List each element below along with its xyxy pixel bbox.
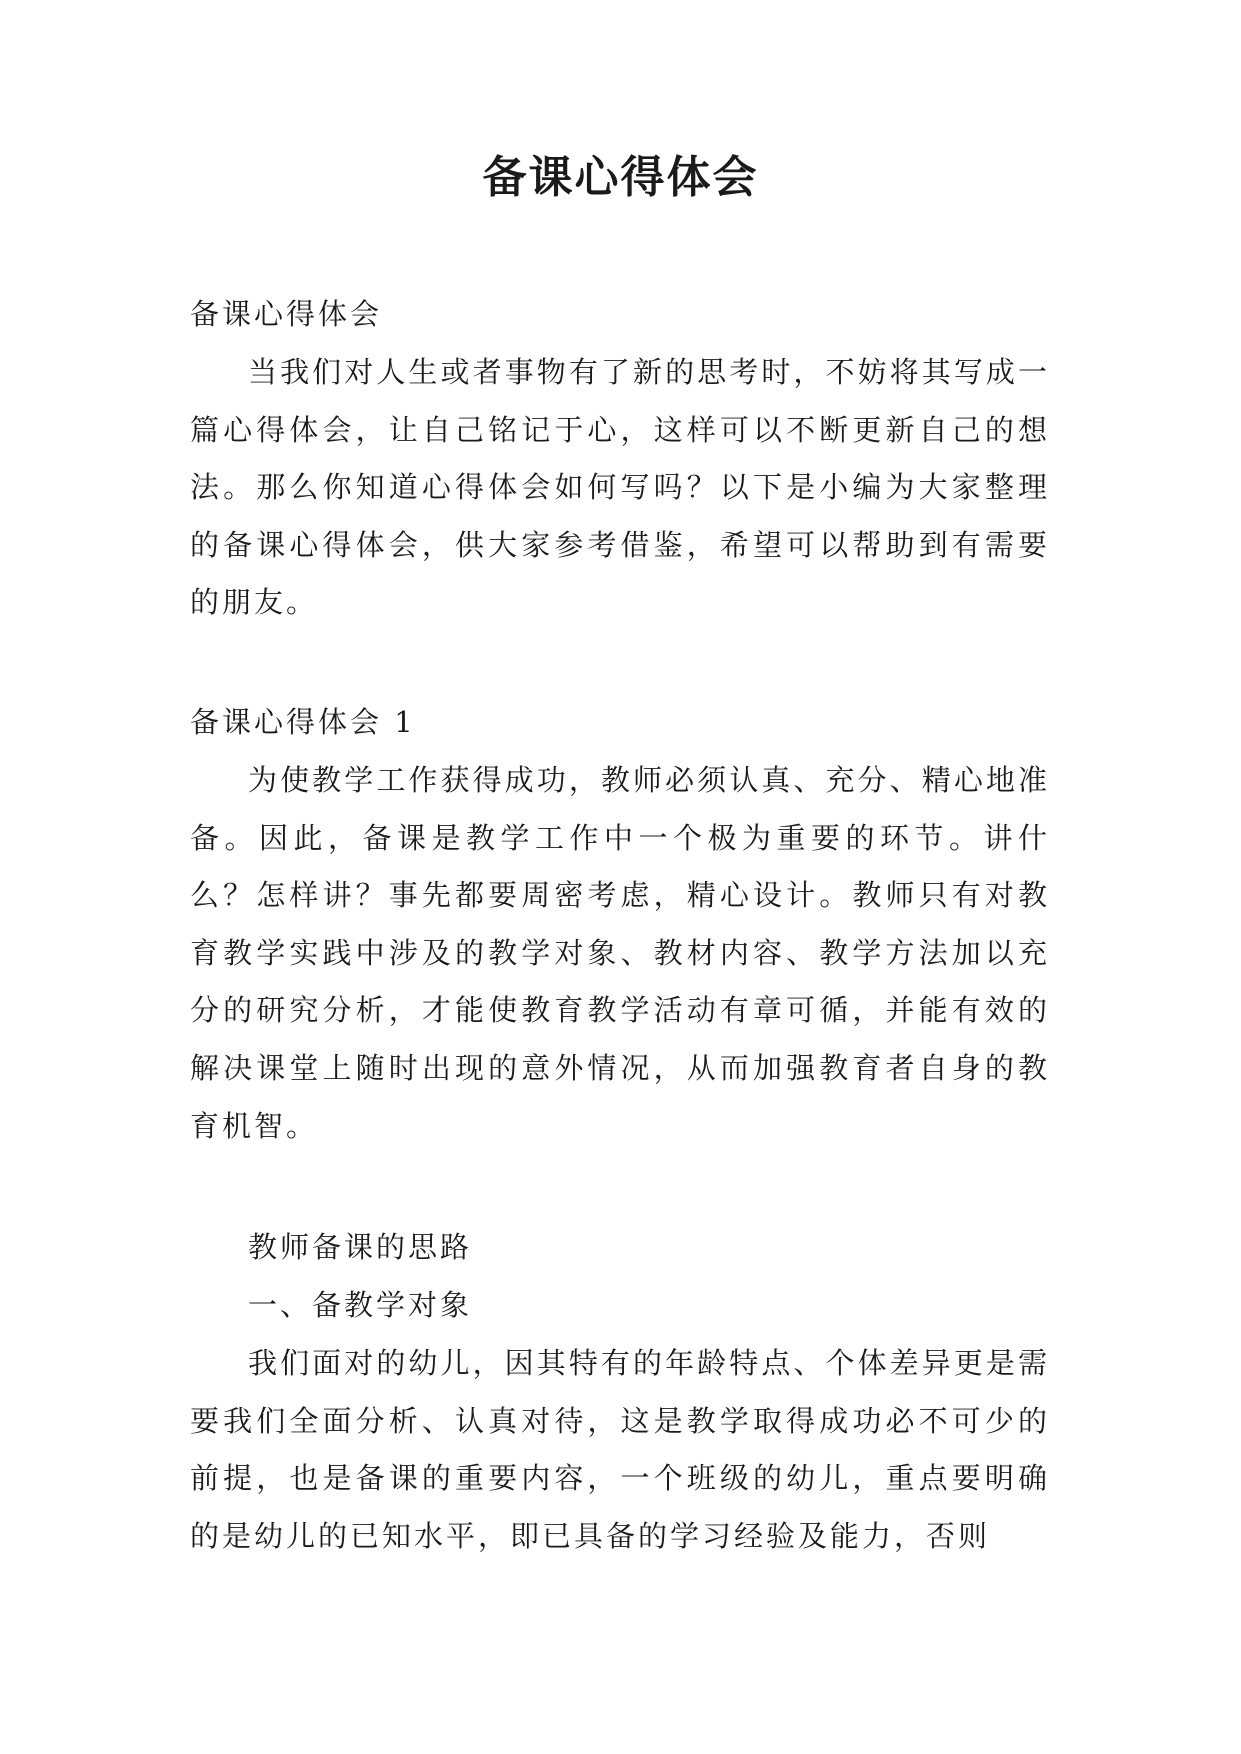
document-title: 备课心得体会 <box>482 152 759 203</box>
section1-paragraph-block <box>190 752 1050 1155</box>
intro-paragraph-block <box>190 344 1050 632</box>
section1-paragraph2: 我们面对的幼儿，因其特有的年龄特点、个体差异更是需要我们全面分析、认真对待，这是教学取得成功必不可少的前提，也是备课的重要内容，一个班级的幼儿，重点要明确的是幼儿的已知水平，即已具备的学习经验及能力，否则 <box>190 1346 1050 1553</box>
section1-subheading1: 教师备课的思路 <box>248 1230 473 1264</box>
section1-paragraph: 为使教学工作获得成功，教师必须认真、充分、精心地准备。因此，备课是教学工作中一个极为重要的环节。讲什么？怎样讲？事先都要周密考虑，精心设计。教师只有对教育教学实践中涉及的教学对象、教材内容、教学方法加以充分的研究分析，才能使教育教学活动有章可循，并能有效的解决课堂上随时出现的意外情况，从而加强教育者自身的教育机智。 <box>190 763 1050 1143</box>
section1-heading-block <box>190 694 1050 752</box>
section1-subheading2: 一、备教学对象 <box>248 1288 473 1322</box>
section1-subheading2-block <box>190 1277 1050 1335</box>
intro-paragraph: 当我们对人生或者事物有了新的思考时，不妨将其写成一篇心得体会，让自己铭记于心，这样可以不断更新自己的想法。那么你知道心得体会如何写吗？以下是小编为大家整理的备课心得体会，供大家参考借鉴，希望可以帮助到有需要的朋友。 <box>190 355 1050 620</box>
intro-heading: 备课心得体会 <box>190 297 383 331</box>
section1-heading: 备课心得体会 1 <box>190 705 416 739</box>
section1-subheading1-block <box>190 1219 1050 1277</box>
section1-paragraph2-block <box>190 1335 1050 1565</box>
intro-heading-block <box>190 286 1050 344</box>
